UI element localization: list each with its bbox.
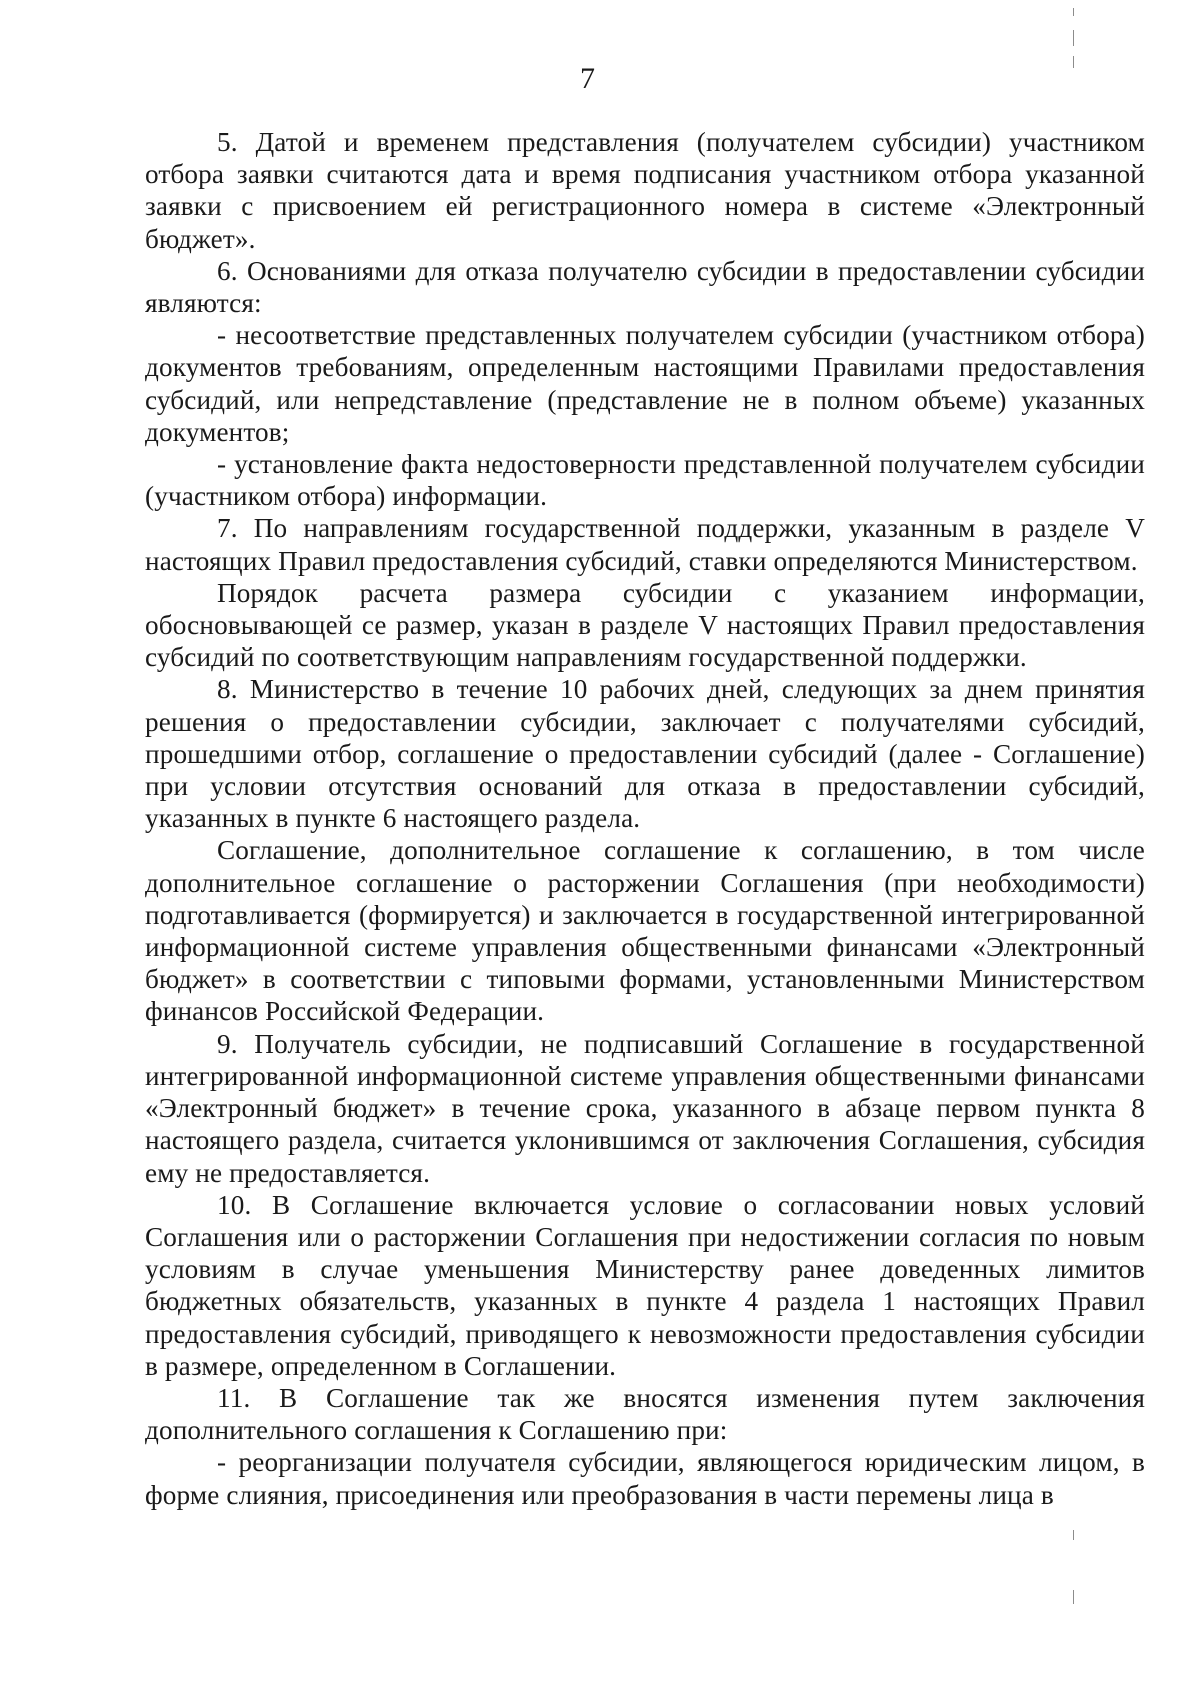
paragraph-11: 11. В Соглашение так же вносятся изменения путем заключения дополнительного соглашения к Соглашению при: <box>145 1382 1145 1446</box>
paragraph-7: 7. По направлениям государственной поддержки, указанным в разделе V настоящих Правил предоставления субсидий, ставки определяются Министерством. <box>145 513 1145 576</box>
paragraph-11-item-1: - реорганизации получателя субсидии, являющегося юридическим лицом, в форме слияния, присоединения или преобразования в части перемены лица в <box>145 1447 1145 1510</box>
scan-mark <box>1073 8 1074 16</box>
paragraph-6-item-1: - несоответствие представленных получателем субсидии (участником отбора) документов требованиям, определенным настоящими Правилами предоставления субсидий, или непредставление (представление не в полном объеме) указанных документов; <box>145 320 1145 447</box>
scan-mark <box>1073 30 1074 46</box>
paragraph-5: 5. Датой и временем представления (получателем субсидии) участником отбора заявки считаются дата и время подписания участником отбора указанной заявки с присвоением ей регистрационного номера в системе «Электронный бюджет». <box>145 127 1145 254</box>
scan-mark <box>1073 56 1074 68</box>
document-body <box>145 126 1145 1511</box>
page-number: 7 <box>580 62 595 95</box>
scan-mark <box>1073 1530 1074 1540</box>
paragraph-7-calculation: Порядок расчета размера субсидии с указанием информации, обосновывающей се размер, указан в разделе V настоящих Правил предоставления субсидий по соответствующим направлениям государственной поддержки. <box>145 577 1145 673</box>
paragraph-9: 9. Получатель субсидии, не подписавший Соглашение в государственной интегрированной информационной системе управления общественными финансами «Электронный бюджет» в течение срока, указанного в абзаце первом пункта 8 настоящего раздела, считается уклонившимся от заключения Соглашения, субсидия ему не предоставляется. <box>145 1028 1145 1188</box>
paragraph-8: 8. Министерство в течение 10 рабочих дней, следующих за днем принятия решения о предоставлении субсидии, заключает с получателями субсидий, прошедшими отбор, соглашение о предоставлении субсидий (далее - Соглашение) при условии отсутствия оснований для отказа в предоставлении субсидий, указанных в пункте 6 настоящего раздела. <box>145 674 1145 834</box>
paragraph-10: 10. В Соглашение включается условие о согласовании новых условий Соглашения или о расторжении Соглашения при недостижении согласия по новым условиям в случае уменьшения Министерству ранее доведенных лимитов бюджетных обязательств, указанных в пункте 4 раздела 1 настоящих Правил предоставления субсидий, приводящего к невозможности предоставления субсидии в размере, определенном в Соглашении. <box>145 1189 1145 1381</box>
scan-mark <box>1073 1590 1074 1604</box>
paragraph-6: 6. Основаниями для отказа получателю субсидии в предоставлении субсидии являются: <box>145 255 1145 319</box>
paragraph-8-agreement: Соглашение, дополнительное соглашение к соглашению, в том числе дополнительное соглашение о расторжении Соглашения (при необходимости) подготавливается (формируется) и заключается в государственной интегрированной информационной системе управления общественными финансами «Электронный бюджет» в соответствии с типовыми формами, установленными Министерством финансов Российской Федерации. <box>145 835 1145 1027</box>
paragraph-6-item-2: - установление факта недостоверности представленной получателем субсидии (участником отбора) информации. <box>145 449 1145 512</box>
